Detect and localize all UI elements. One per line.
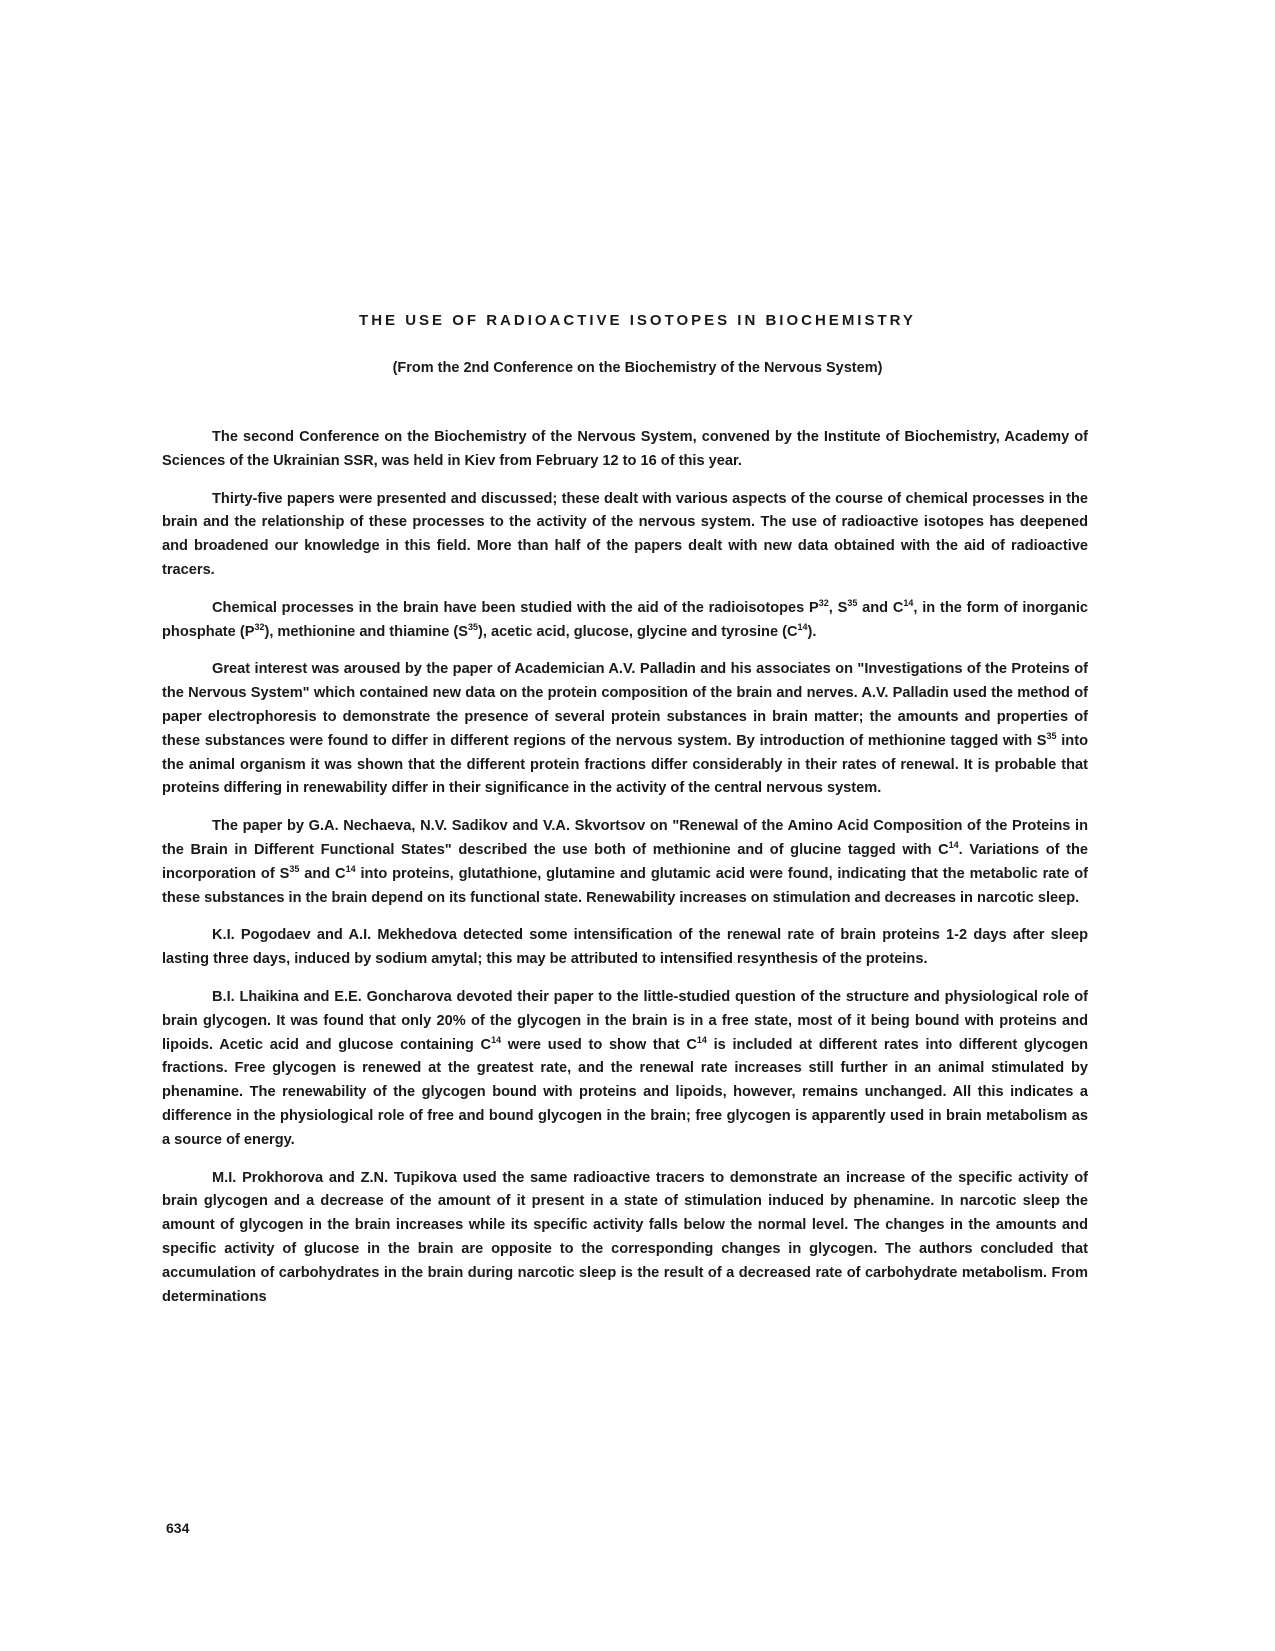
isotope-mass-number: 14 <box>903 597 914 608</box>
paragraph-text: is included at different rates into different glycogen fractions. Free glycogen is renewed at the greatest rate, and the renewal rate increases still further in an animal stimulated by phenamine. The renewability of the glycogen bound with proteins and lipoids, however, remains unchanged. All this indicates a difference in the physiological role of free and bound glycogen in the brain; free glycogen is apparently used in brain metabolism as a source of energy. <box>162 1036 1089 1148</box>
paragraph-text: , in the form of inorganic phosphate (P <box>162 599 1089 640</box>
paragraph-text: into proteins, glutathione, glutamine and glutamic acid were found, indicating that the metabolic rate of these substances in the brain depend on its functional state. Renewability increases on stimulation and decreases in narcotic sleep. <box>162 865 1089 906</box>
paragraph-text: and C <box>299 865 346 882</box>
page-number: 634 <box>166 1520 190 1536</box>
paragraph-text: Great interest was aroused by the paper of Academician A.V. Palladin and his associates on "Investigations of the Proteins of the Nervous System" which contained new data on the protein composition of the brain and nerves. A.V. Palladin used the method of paper electrophoresis to demonstrate the presence of several protein substances in brain matter; the amounts and properties of these substances were found to differ in different regions of the nervous system. By introduction of methionine tagged with S <box>162 661 1088 749</box>
isotope-mass-number: 14 <box>948 840 959 851</box>
paragraph-text: K.I. Pogodaev and A.I. Mekhedova detected some intensification of the renewal rate of brain proteins 1-2 days after sleep lasting three days, induced by sodium amytal; this may be attributed to intensified resynthesis of the proteins. <box>162 927 1088 968</box>
isotope-mass-number: 14 <box>491 1034 502 1045</box>
article-title: THE USE OF RADIOACTIVE ISOTOPES IN BIOCHEMISTRY <box>359 312 916 329</box>
body-paragraph <box>162 597 1088 645</box>
paragraph-text: ), methionine and thiamine (S <box>264 623 468 640</box>
body-paragraph <box>162 986 1088 1153</box>
isotope-mass-number: 35 <box>467 621 478 632</box>
paragraph-text: ). <box>807 623 817 640</box>
body-paragraph <box>162 658 1088 801</box>
isotope-mass-number: 32 <box>818 597 829 608</box>
paragraph-text: were used to show that C <box>501 1036 697 1053</box>
body-paragraph <box>162 1167 1088 1310</box>
isotope-mass-number: 32 <box>254 621 265 632</box>
isotope-mass-number: 35 <box>847 597 858 608</box>
paragraph-text: M.I. Prokhorova and Z.N. Tupikova used the same radioactive tracers to demonstrate an increase of the specific activity of brain glycogen and a decrease of the amount of it present in a state of stimulation induced by phenamine. In narcotic sleep the amount of glycogen in the brain increases while its specific activity falls below the normal level. The changes in the amounts and specific activity of glucose in the brain are opposite to the corresponding changes in glycogen. The authors concluded that accumulation of carbohydrates in the brain during narcotic sleep is the result of a decreased rate of carbohydrate metabolism. From determinations <box>162 1169 1088 1305</box>
paragraph-text: Chemical processes in the brain have been studied with the aid of the radioisotopes P <box>212 599 819 616</box>
paragraph-text: into the animal organism it was shown that the different protein fractions differ considerably in their rates of renewal. It is probable that proteins differing in renewability differ in their significance in the activity of the central nervous system. <box>162 732 1088 797</box>
article-subtitle: (From the 2nd Conference on the Biochemistry of the Nervous System) <box>392 360 883 376</box>
body-paragraph <box>162 815 1088 910</box>
body-paragraph <box>162 924 1088 972</box>
paragraph-text: B.I. Lhaikina and E.E. Goncharova devoted their paper to the little-studied question of the structure and physiological role of brain glycogen. It was found that only 20% of the glycogen in the brain is in a free state, most of it being bound with proteins and lipoids. Acetic acid and glucose containing C <box>162 988 1088 1053</box>
paragraph-text: Thirty-five papers were presented and discussed; these dealt with various aspects of the course of chemical processes in the brain and the relationship of these processes to the activity of the nervous system. The use of radioactive isotopes has deepened and broadened our knowledge in this field. More than half of the papers dealt with new data obtained with the aid of radioactive tracers. <box>162 490 1088 578</box>
paragraph-text: and C <box>857 599 904 616</box>
paragraph-text: The paper by G.A. Nechaeva, N.V. Sadikov and V.A. Skvortsov on "Renewal of the Amino Acid Composition of the Proteins in the Brain in Different Functional States" described the use both of methionine and of glucine tagged with C <box>162 818 1088 858</box>
paragraph-text: The second Conference on the Biochemistry of the Nervous System, convened by the Institute of Biochemistry, Academy of Sciences of the Ukrainian SSR, was held in Kiev from February 12 to 16 of this year. <box>162 429 1088 469</box>
isotope-mass-number: 14 <box>345 863 356 874</box>
paragraph-text: ), acetic acid, glucose, glycine and tyrosine (C <box>477 623 798 640</box>
paragraph-text: , S <box>828 599 848 616</box>
article-body <box>162 426 1088 1323</box>
body-paragraph <box>162 488 1088 583</box>
isotope-mass-number: 35 <box>1046 730 1057 741</box>
isotope-mass-number: 35 <box>289 863 300 874</box>
paragraph-text: . Variations of the incorporation of S <box>162 841 1088 882</box>
isotope-mass-number: 14 <box>696 1034 707 1045</box>
isotope-mass-number: 14 <box>797 621 808 632</box>
body-paragraph <box>162 426 1088 474</box>
